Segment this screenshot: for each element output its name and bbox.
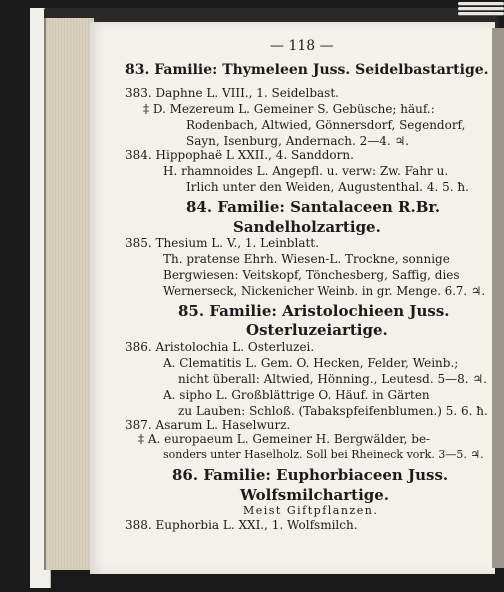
entry-385: 385. Thesium L. V., 1. Leinblatt. — [125, 236, 319, 250]
text-line: sonders unter Haselholz. Soll bei Rheineck vork. 3—5. ♃. — [163, 448, 484, 461]
species-asarum-europaeum: ‡ A. europaeum L. Gemeiner H. Bergwälder, be- — [138, 432, 431, 446]
note-poison-plants: Meist Giftpflanzen. — [243, 504, 379, 517]
text-line: Sayn, Isenburg, Andernach. 2—4. ♃. — [186, 134, 410, 148]
text-line: Irlich unter den Weiden, Augustenthal. 4. 5. ħ. — [186, 180, 469, 194]
family-subheading-84: Sandelholzartige. — [233, 218, 381, 236]
family-subheading-85: Osterluzeiartige. — [246, 321, 388, 339]
species-aristolochia-sipho: A. sipho L. Großblättrige O. Häuf. in Gärten — [163, 388, 430, 402]
text-line: nicht überall: Altwied, Hönning., Leutesd. 5—8. ♃. — [178, 372, 487, 386]
species-aristolochia-clematitis: A. Clematitis L. Gem. O. Hecken, Felder, Weinb.; — [163, 356, 459, 370]
species-thesium-pratense: Th. pratense Ehrh. Wiesen-L. Trockne, sonnige — [163, 252, 450, 266]
entry-383: 383. Daphne L. VIII., 1. Seidelbast. — [125, 86, 339, 100]
page-number: — 118 — — [270, 38, 334, 54]
page-stack-edge — [44, 18, 94, 570]
family-heading-83: 83. Familie: Thymeleen Juss. Seidelbastartige. — [125, 62, 489, 78]
text-line: Wernerseck, Nickenicher Weinb. in gr. Menge. 6.7. ♃. — [163, 284, 486, 298]
entry-388: 388. Euphorbia L. XXI., 1. Wolfsmilch. — [125, 518, 358, 532]
entry-386: 386. Aristolochia L. Osterluzei. — [125, 340, 315, 354]
entry-384: 384. Hippophaë L XXII., 4. Sanddorn. — [125, 148, 354, 162]
text-line: zu Lauben: Schloß. (Tabakspfeifenblumen.) 5. 6. ħ. — [178, 404, 488, 418]
ribbon-bookmark — [458, 0, 504, 22]
family-subheading-86: Wolfsmilchartige. — [240, 486, 390, 504]
text-line: Bergwiesen: Veitskopf, Tönchesberg, Saffig, dies — [163, 268, 460, 282]
text-line: Rodenbach, Altwied, Gönnersdorf, Segendorf, — [186, 118, 466, 132]
book-right-edge — [492, 28, 504, 568]
entry-387: 387. Asarum L. Haselwurz. — [125, 418, 291, 432]
family-heading-84: 84. Familie: Santalaceen R.Br. — [186, 198, 441, 216]
species-daphne-mezereum: ‡ D. Mezereum L. Gemeiner S. Gebüsche; häuf.: — [143, 102, 435, 116]
family-heading-85: 85. Familie: Aristolochieen Juss. — [178, 302, 450, 320]
family-heading-86: 86. Familie: Euphorbiaceen Juss. — [172, 466, 449, 484]
species-hippophae-rhamnoides: H. rhamnoides L. Angepfl. u. verw: Zw. Fahr u. — [163, 164, 449, 178]
